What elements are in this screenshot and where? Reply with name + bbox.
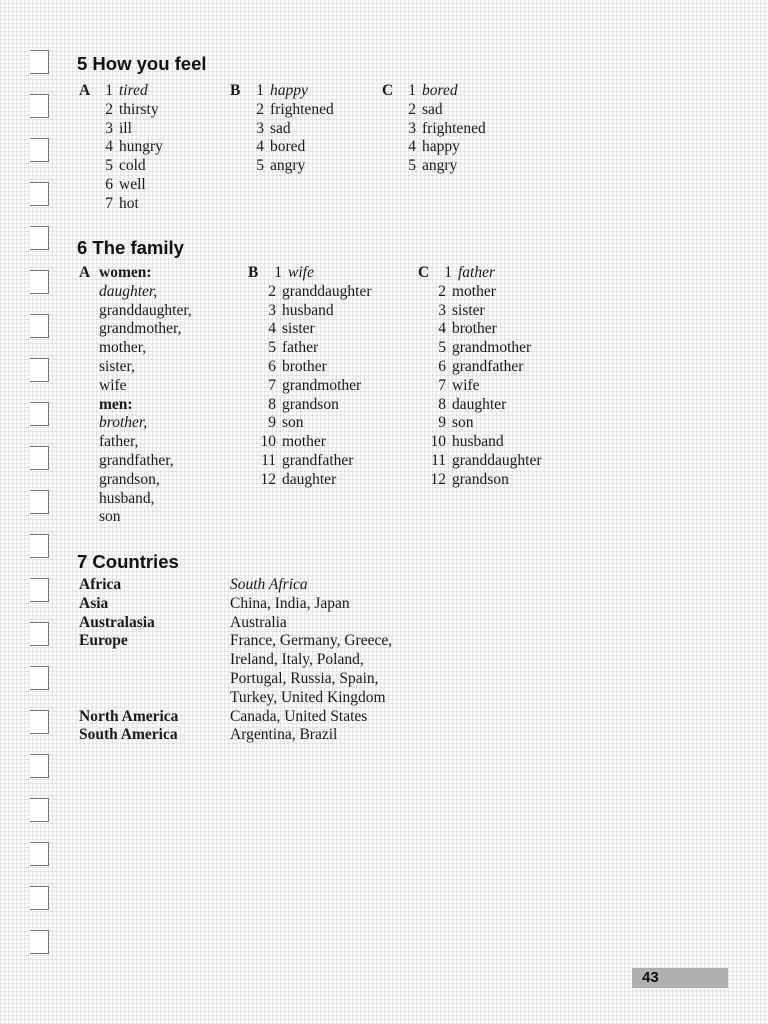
list-item: thirsty [119, 100, 159, 118]
binder-hole [30, 314, 49, 338]
family-column-a: A women: daughter, granddaughter, grandmother, mother, sister, wife men: brother, father, grandfather, grandson, husband, son [79, 264, 192, 526]
binder-hole [30, 930, 49, 954]
list-item: wife [452, 376, 480, 394]
family-column-c: C 1 father 2 mother 3 sister 4 brother 5 grandmother 6 grandfather 7 wife 8 daughter 9 son 10 husband 11 granddaughter 12 grandson [418, 264, 542, 488]
list-item: father, [99, 433, 139, 451]
table-row-continued [79, 651, 479, 670]
binder-hole [30, 490, 49, 514]
section-title-the-family: 6 The family [77, 237, 184, 258]
binder-hole [30, 578, 49, 602]
list-item: wife [99, 376, 127, 394]
section-title-countries: 7 Countries [77, 551, 179, 572]
binder-hole [30, 710, 49, 734]
list-item: hot [119, 194, 139, 212]
list-item: ill [119, 119, 132, 137]
list-item: father [282, 339, 319, 357]
list-item: sister [282, 320, 315, 338]
list-item: brother [452, 320, 497, 338]
table-row [79, 614, 479, 633]
feel-column-c: C 1 bored 2 sad 3 frightened 4 happy 5 angry [382, 82, 486, 175]
list-item: grandson [452, 470, 509, 488]
list-item: angry [422, 157, 458, 175]
list-item: mother [452, 282, 496, 300]
binder-hole [30, 666, 49, 690]
region-label: Australasia [79, 613, 155, 631]
binder-hole [30, 182, 49, 206]
country-list: Canada, United States [230, 707, 368, 725]
binder-hole [30, 94, 49, 118]
list-item: son [282, 414, 304, 432]
binder-hole [30, 842, 49, 866]
binder-hole [30, 270, 49, 294]
list-item: mother [282, 433, 326, 451]
binder-hole [30, 50, 49, 74]
list-item: husband, [99, 489, 155, 507]
table-row-continued [79, 689, 479, 708]
list-item: husband [282, 301, 334, 319]
list-heading: men: [99, 395, 133, 413]
list-item: tired [119, 82, 148, 99]
list-item: angry [270, 157, 306, 175]
binder-hole [30, 138, 49, 162]
list-item: daughter, [99, 282, 158, 300]
region-label: North America [79, 707, 179, 725]
list-item: grandson, [99, 470, 160, 488]
region-label: Europe [79, 632, 128, 650]
binder-hole [30, 886, 49, 910]
list-item: sister [452, 301, 485, 319]
region-label: Africa [79, 576, 122, 593]
list-item: father [458, 264, 496, 281]
list-item: wife [288, 264, 314, 281]
list-item: grandfather, [99, 451, 174, 469]
list-item: grandmother, [99, 320, 182, 338]
list-item: happy [270, 82, 308, 99]
list-item: granddaughter, [99, 301, 192, 319]
binder-hole [30, 402, 49, 426]
list-item: grandson [282, 395, 339, 413]
list-item: bored [270, 138, 306, 156]
page-number: 43 [632, 968, 728, 988]
list-item: well [119, 175, 146, 193]
region-label: Asia [79, 594, 109, 612]
list-item: brother [282, 357, 327, 375]
list-item: daughter [282, 470, 337, 488]
list-item: son [452, 414, 474, 432]
country-list: South Africa [230, 576, 308, 593]
list-item: granddaughter [282, 282, 372, 300]
binder-hole [30, 534, 49, 558]
binder-hole [30, 226, 49, 250]
countries-table [79, 576, 479, 745]
list-item: grandmother [282, 376, 362, 394]
table-row-continued [79, 670, 479, 689]
binder-hole [30, 622, 49, 646]
list-item: frightened [422, 119, 486, 137]
binder-hole [30, 446, 49, 470]
list-item: husband [452, 433, 504, 451]
list-item: grandmother [452, 339, 532, 357]
list-item: hungry [119, 138, 163, 156]
list-item: granddaughter [452, 451, 542, 469]
list-item: mother, [99, 339, 147, 357]
list-item: daughter [452, 395, 507, 413]
country-list: France, Germany, Greece, [230, 632, 393, 650]
region-label: South America [79, 726, 178, 744]
country-list: Argentina, Brazil [230, 726, 338, 744]
table-row [79, 576, 479, 595]
list-item: bored [422, 82, 458, 99]
section-title-how-you-feel: 5 How you feel [77, 53, 207, 74]
country-list: Portugal, Russia, Spain, [230, 669, 379, 687]
table-row [79, 726, 479, 745]
binder-hole [30, 754, 49, 778]
table-row [79, 708, 479, 727]
country-list: Australia [230, 613, 287, 631]
list-item: cold [119, 157, 146, 175]
country-list: Ireland, Italy, Poland, [230, 651, 364, 669]
table-row [79, 632, 479, 651]
family-column-b: B 1 wife 2 granddaughter 3 husband 4 sister 5 father 6 brother 7 grandmother 8 grandson 9 son 10 mother 11 grandfather 12 daughter [248, 264, 372, 488]
country-list: China, India, Japan [230, 594, 350, 612]
list-item: happy [422, 138, 460, 156]
list-item: son [99, 508, 121, 526]
list-item: grandfather [282, 451, 354, 469]
feel-column-a: A 1 tired 2 thirsty 3 ill 4 hungry 5 cold 6 well 7 hot [79, 82, 163, 212]
list-heading: women: [99, 264, 152, 281]
list-item: sad [422, 100, 443, 118]
binder-hole [30, 798, 49, 822]
list-item: frightened [270, 100, 334, 118]
table-row [79, 595, 479, 614]
list-item: sister, [99, 357, 135, 375]
list-item: sad [270, 119, 291, 137]
feel-column-b: B 1 happy 2 frightened 3 sad 4 bored 5 angry [230, 82, 334, 175]
binder-hole [30, 358, 49, 382]
list-item: brother, [99, 414, 148, 432]
list-item: grandfather [452, 357, 524, 375]
country-list: Turkey, United Kingdom [230, 688, 386, 706]
